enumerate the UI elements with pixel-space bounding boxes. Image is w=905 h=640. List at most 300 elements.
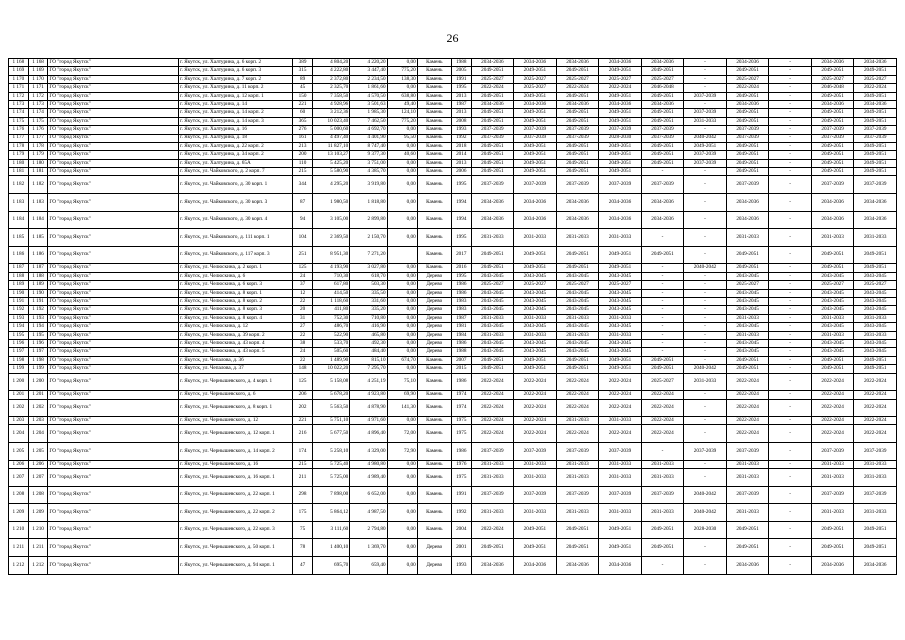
cell-row-number: 1 179 (9, 151, 29, 159)
cell-living-area: 1 369,70 (350, 539, 387, 557)
cell-repair-period-5: - (641, 331, 684, 339)
cell-repair-period-10: 2022-2024 (854, 373, 897, 391)
cell-year-built: 2013 (451, 109, 471, 117)
table-row (9, 443, 897, 461)
cell-living-area: 4 329,00 (350, 443, 387, 461)
cell-residents: 31 (293, 314, 313, 322)
cell-repair-period-1: 2022-2024 (471, 521, 514, 539)
cell-repair-period-6: - (684, 168, 727, 176)
cell-repair-period-8: - (769, 168, 812, 176)
cell-wall-material: Камень (417, 246, 451, 264)
cell-residents: 175 (293, 504, 313, 522)
cell-total-area: 2 325,70 (312, 84, 349, 92)
cell-repair-period-9: 2037-2039 (811, 126, 854, 134)
cell-repair-period-9: 2031-2033 (811, 331, 854, 339)
cell-repair-period-9: 2031-2033 (811, 314, 854, 322)
cell-repair-period-5: 2037-2039 (641, 134, 684, 142)
cell-wall-material: Камень (417, 521, 451, 539)
cell-living-area: 4 980,80 (350, 460, 387, 468)
cell-repair-period-9: 2049-2051 (811, 151, 854, 159)
cell-repair-period-7: 2022-2024 (726, 399, 769, 417)
cell-repair-period-10: 2031-2033 (854, 460, 897, 468)
cell-year-built: 1986 (451, 373, 471, 391)
cell-nonresidential-area: 75,10 (387, 373, 417, 391)
cell-repair-period-2: 2049-2051 (514, 246, 557, 264)
cell-wall-material: Камень (417, 126, 451, 134)
cell-repair-period-3: 2034-2036 (556, 194, 599, 212)
cell-repair-period-7: 2049-2051 (726, 117, 769, 125)
cell-row-id: 1 189 (28, 281, 48, 289)
cell-total-area: 5 677,50 (312, 425, 349, 443)
cell-municipality: ГО "город Якутск" (48, 84, 179, 92)
cell-address: г. Якутск, ул. Челюскина, д. 43 корп. 4 (179, 339, 293, 347)
cell-year-built: 1995 (451, 229, 471, 247)
cell-total-area: 5 751,10 (312, 417, 349, 425)
cell-repair-period-6: - (684, 348, 727, 356)
cell-total-area: 5 678,20 (312, 391, 349, 399)
cell-row-number: 1 203 (9, 417, 29, 425)
cell-year-built: 1983 (451, 306, 471, 314)
cell-repair-period-6: 2037-2039 (684, 109, 727, 117)
cell-row-id: 1 212 (28, 557, 48, 575)
cell-row-id: 1 200 (28, 373, 48, 391)
cell-living-area: 4 896,40 (350, 425, 387, 443)
cell-repair-period-7: 2031-2033 (726, 469, 769, 487)
cell-year-built: 1986 (451, 281, 471, 289)
cell-repair-period-5: 2022-2024 (641, 391, 684, 399)
cell-repair-period-8: - (769, 486, 812, 504)
cell-wall-material: Дерево (417, 331, 451, 339)
cell-repair-period-1: 2022-2024 (471, 373, 514, 391)
cell-municipality: ГО "город Якутск" (48, 151, 179, 159)
cell-wall-material: Дерево (417, 272, 451, 280)
cell-repair-period-8: - (769, 373, 812, 391)
cell-row-number: 1 174 (9, 109, 29, 117)
cell-repair-period-10: 2049-2051 (854, 159, 897, 167)
cell-row-number: 1 200 (9, 373, 29, 391)
cell-repair-period-6: - (684, 272, 727, 280)
cell-repair-period-6: - (684, 126, 727, 134)
cell-repair-period-5: 2034-2036 (641, 59, 684, 67)
cell-repair-period-10: 2043-2045 (854, 323, 897, 331)
cell-nonresidential-area: 0,00 (387, 289, 417, 297)
table-row (9, 373, 897, 391)
cell-repair-period-4: 2049-2051 (599, 246, 642, 264)
cell-repair-period-4: 2049-2051 (599, 264, 642, 272)
cell-repair-period-8: - (769, 281, 812, 289)
cell-repair-period-10: 2034-2036 (854, 557, 897, 575)
cell-residents: 22 (293, 356, 313, 364)
cell-residents: 104 (293, 229, 313, 247)
cell-repair-period-5: 2025-2027 (641, 373, 684, 391)
cell-repair-period-2: 2022-2024 (514, 425, 557, 443)
cell-repair-period-2: 2049-2051 (514, 67, 557, 75)
cell-address: г. Якутск, ул. Чернышевского, д. 12 (179, 417, 293, 425)
cell-residents: 150 (293, 92, 313, 100)
cell-row-id: 1 201 (28, 391, 48, 399)
cell-row-number: 1 184 (9, 211, 29, 229)
cell-repair-period-10: 2037-2039 (854, 443, 897, 461)
cell-living-area: 465,80 (350, 331, 387, 339)
cell-address: г. Якутск, ул. Чайковского, д. 30 корп. 1 (179, 176, 293, 194)
cell-residents: 89 (293, 75, 313, 83)
cell-year-built: 1975 (451, 425, 471, 443)
cell-repair-period-1: 2031-2033 (471, 331, 514, 339)
cell-residents: 94 (293, 211, 313, 229)
cell-total-area: 11 827,10 (312, 142, 349, 150)
cell-residents: 110 (293, 159, 313, 167)
cell-repair-period-4: 2049-2051 (599, 168, 642, 176)
cell-repair-period-2: 2022-2024 (514, 391, 557, 399)
cell-repair-period-8: - (769, 504, 812, 522)
cell-nonresidential-area: 0,00 (387, 460, 417, 468)
cell-row-id: 1 193 (28, 314, 48, 322)
cell-residents: 202 (293, 399, 313, 417)
cell-total-area: 1 980,50 (312, 194, 349, 212)
cell-repair-period-1: 2025-2027 (471, 281, 514, 289)
cell-repair-period-10: 2031-2033 (854, 331, 897, 339)
cell-nonresidential-area: 72,90 (387, 443, 417, 461)
cell-repair-period-10: 2037-2039 (854, 176, 897, 194)
cell-nonresidential-area: 0,00 (387, 365, 417, 373)
cell-municipality: ГО "город Якутск" (48, 331, 179, 339)
cell-living-area: 7 271,20 (350, 246, 387, 264)
cell-row-number: 1 178 (9, 142, 29, 150)
cell-repair-period-1: 2049-2051 (471, 356, 514, 364)
cell-repair-period-8: - (769, 391, 812, 399)
cell-nonresidential-area: 638,80 (387, 92, 417, 100)
cell-repair-period-9: 2049-2051 (811, 264, 854, 272)
cell-address: г. Якутск, ул. Халтурина, д. 18 (179, 134, 293, 142)
cell-repair-period-8: - (769, 176, 812, 194)
cell-repair-period-7: 2025-2027 (726, 281, 769, 289)
cell-nonresidential-area: 0,00 (387, 323, 417, 331)
cell-repair-period-4: 2022-2024 (599, 425, 642, 443)
cell-repair-period-10: 2037-2039 (854, 126, 897, 134)
cell-repair-period-5: 2022-2024 (641, 417, 684, 425)
cell-repair-period-2: 2037-2039 (514, 126, 557, 134)
cell-repair-period-9: 2034-2036 (811, 557, 854, 575)
cell-repair-period-2: 2034-2036 (514, 59, 557, 67)
cell-municipality: ГО "город Якутск" (48, 272, 179, 280)
cell-repair-period-6: 2049-2051 (684, 142, 727, 150)
table-row (9, 425, 897, 443)
cell-address: г. Якутск, ул. Чернышевского, д. 6 (179, 391, 293, 399)
cell-address: г. Якутск, ул. Халтурина, д. 22 корп. 2 (179, 142, 293, 150)
cell-repair-period-1: 2049-2051 (471, 142, 514, 150)
cell-repair-period-5: 2034-2036 (641, 211, 684, 229)
cell-residents: 161 (293, 134, 313, 142)
cell-repair-period-8: - (769, 92, 812, 100)
cell-repair-period-4: 2031-2033 (599, 229, 642, 247)
cell-wall-material: Камень (417, 142, 451, 150)
cell-total-area: 752,30 (312, 314, 349, 322)
cell-year-built: 1981 (451, 323, 471, 331)
cell-repair-period-3: 2037-2039 (556, 126, 599, 134)
cell-repair-period-2: 2034-2036 (514, 194, 557, 212)
cell-address: г. Якутск, ул. Чернышевского, д. 16 (179, 460, 293, 468)
cell-repair-period-4: 2031-2033 (599, 417, 642, 425)
cell-repair-period-1: 2037-2039 (471, 176, 514, 194)
cell-repair-period-2: 2049-2051 (514, 168, 557, 176)
cell-repair-period-2: 2037-2039 (514, 134, 557, 142)
cell-repair-period-3: 2031-2033 (556, 331, 599, 339)
cell-repair-period-6: - (684, 306, 727, 314)
cell-repair-period-5: 2049-2051 (641, 521, 684, 539)
cell-repair-period-4: 2049-2051 (599, 142, 642, 150)
cell-repair-period-7: 2049-2051 (726, 521, 769, 539)
cell-repair-period-1: 2049-2051 (471, 92, 514, 100)
cell-row-id: 1 174 (28, 109, 48, 117)
cell-wall-material: Камень (417, 425, 451, 443)
cell-row-number: 1 169 (9, 67, 29, 75)
cell-repair-period-4: 2049-2051 (599, 159, 642, 167)
cell-residents: 211 (293, 469, 313, 487)
cell-repair-period-5: 2037-2039 (641, 486, 684, 504)
cell-total-area: 4 295,20 (312, 176, 349, 194)
cell-wall-material: Дерево (417, 289, 451, 297)
table-row (9, 117, 897, 125)
cell-address: г. Якутск, ул. Чайковского, д. 111 корп. 1 (179, 229, 293, 247)
cell-repair-period-10: 2022-2024 (854, 425, 897, 443)
cell-year-built: 1991 (451, 75, 471, 83)
cell-repair-period-7: 2034-2036 (726, 557, 769, 575)
cell-wall-material: Дерево (417, 557, 451, 575)
cell-repair-period-10: 2043-2045 (854, 339, 897, 347)
cell-municipality: ГО "город Якутск" (48, 356, 179, 364)
cell-row-id: 1 175 (28, 117, 48, 125)
cell-row-id: 1 191 (28, 298, 48, 306)
cell-municipality: ГО "город Якутск" (48, 246, 179, 264)
cell-wall-material: Камень (417, 399, 451, 417)
cell-year-built: 1995 (451, 176, 471, 194)
cell-year-built: 2007 (451, 356, 471, 364)
cell-total-area: 411,80 (312, 306, 349, 314)
cell-wall-material: Камень (417, 176, 451, 194)
cell-total-area: 4 497,40 (312, 134, 349, 142)
cell-repair-period-3: 2049-2051 (556, 117, 599, 125)
cell-repair-period-3: 2049-2051 (556, 246, 599, 264)
cell-repair-period-7: 2043-2045 (726, 339, 769, 347)
cell-repair-period-8: - (769, 348, 812, 356)
cell-wall-material: Камень (417, 229, 451, 247)
cell-repair-period-10: 2043-2045 (854, 306, 897, 314)
cell-repair-period-3: 2043-2045 (556, 339, 599, 347)
cell-repair-period-4: 2043-2045 (599, 306, 642, 314)
cell-wall-material: Дерево (417, 539, 451, 557)
cell-repair-period-7: 2049-2051 (726, 159, 769, 167)
cell-repair-period-8: - (769, 339, 812, 347)
cell-residents: 206 (293, 391, 313, 399)
cell-residents: 389 (293, 59, 313, 67)
cell-repair-period-4: 2025-2027 (599, 75, 642, 83)
cell-repair-period-1: 2034-2036 (471, 59, 514, 67)
cell-residents: 215 (293, 460, 313, 468)
table-row (9, 59, 897, 67)
cell-wall-material: Камень (417, 469, 451, 487)
cell-year-built: 2005 (451, 67, 471, 75)
cell-municipality: ГО "город Якутск" (48, 211, 179, 229)
cell-repair-period-10: 2022-2024 (854, 399, 897, 417)
cell-repair-period-9: 2031-2033 (811, 504, 854, 522)
cell-municipality: ГО "город Якутск" (48, 417, 179, 425)
cell-repair-period-7: 2034-2036 (726, 194, 769, 212)
cell-repair-period-10: 2037-2039 (854, 134, 897, 142)
cell-row-number: 1 204 (9, 425, 29, 443)
cell-repair-period-10: 2025-2027 (854, 75, 897, 83)
cell-residents: 27 (293, 323, 313, 331)
cell-nonresidential-area: 0,00 (387, 168, 417, 176)
cell-year-built: 1988 (451, 348, 471, 356)
cell-repair-period-9: 2049-2051 (811, 67, 854, 75)
table-row (9, 281, 897, 289)
cell-repair-period-6: - (684, 339, 727, 347)
cell-total-area: 5 580,90 (312, 168, 349, 176)
cell-living-area: 4 989,40 (350, 469, 387, 487)
cell-repair-period-4: 2022-2024 (599, 399, 642, 417)
cell-address: г. Якутск, ул. Чайковского, д. 2 корп. 7 (179, 168, 293, 176)
cell-total-area: 522,90 (312, 331, 349, 339)
cell-row-id: 1 199 (28, 365, 48, 373)
cell-row-number: 1 180 (9, 159, 29, 167)
cell-repair-period-8: - (769, 246, 812, 264)
cell-repair-period-8: - (769, 142, 812, 150)
cell-nonresidential-area: 49,40 (387, 100, 417, 108)
cell-repair-period-3: 2037-2039 (556, 134, 599, 142)
cell-row-id: 1 185 (28, 229, 48, 247)
cell-repair-period-5: 2049-2051 (641, 356, 684, 364)
cell-repair-period-3: 2049-2051 (556, 168, 599, 176)
cell-address: г. Якутск, ул. Челюскина, д. 8 корп. 1 (179, 289, 293, 297)
cell-address: г. Якутск, ул. Челюскина, д. 6 корп. 3 (179, 281, 293, 289)
cell-address: г. Якутск, ул. Халтурина, д. 7 корп. 2 (179, 75, 293, 83)
cell-municipality: ГО "город Якутск" (48, 365, 179, 373)
cell-repair-period-4: 2043-2045 (599, 323, 642, 331)
cell-wall-material: Камень (417, 75, 451, 83)
cell-wall-material: Дерево (417, 323, 451, 331)
cell-repair-period-10: 2049-2051 (854, 168, 897, 176)
cell-wall-material: Камень (417, 151, 451, 159)
table-row (9, 100, 897, 108)
cell-row-number: 1 195 (9, 331, 29, 339)
cell-total-area: 414,50 (312, 289, 349, 297)
cell-wall-material: Камень (417, 92, 451, 100)
cell-row-number: 1 209 (9, 504, 29, 522)
cell-repair-period-2: 2025-2027 (514, 84, 557, 92)
cell-total-area: 5 725,00 (312, 469, 349, 487)
cell-repair-period-7: 2037-2039 (726, 126, 769, 134)
cell-repair-period-10: 2049-2051 (854, 151, 897, 159)
cell-repair-period-9: 2049-2051 (811, 539, 854, 557)
cell-repair-period-1: 2022-2024 (471, 417, 514, 425)
cell-residents: 298 (293, 486, 313, 504)
cell-row-number: 1 186 (9, 246, 29, 264)
cell-repair-period-2: 2043-2045 (514, 272, 557, 280)
cell-repair-period-6: - (684, 194, 727, 212)
cell-residents: 200 (293, 151, 313, 159)
cell-residents: 87 (293, 194, 313, 212)
cell-total-area: 1 118,60 (312, 298, 349, 306)
cell-address: г. Якутск, ул. Чайковского, д. 117 корп. 3 (179, 246, 293, 264)
cell-repair-period-6: - (684, 229, 727, 247)
cell-living-area: 6 652,00 (350, 486, 387, 504)
cell-residents: 174 (293, 443, 313, 461)
cell-repair-period-5: - (641, 314, 684, 322)
table-row (9, 159, 897, 167)
cell-row-number: 1 170 (9, 75, 29, 83)
cell-repair-period-7: 2022-2024 (726, 425, 769, 443)
cell-row-id: 1 208 (28, 486, 48, 504)
cell-row-id: 1 205 (28, 443, 48, 461)
cell-nonresidential-area: 0,00 (387, 298, 417, 306)
cell-nonresidential-area: 0,00 (387, 314, 417, 322)
cell-repair-period-9: 2049-2051 (811, 168, 854, 176)
cell-repair-period-9: 2043-2045 (811, 289, 854, 297)
cell-repair-period-7: 2043-2045 (726, 289, 769, 297)
table-row (9, 365, 897, 373)
cell-total-area: 2 372,80 (312, 75, 349, 83)
cell-total-area: 3 111,60 (312, 521, 349, 539)
table-row (9, 469, 897, 487)
cell-nonresidential-area: 0,00 (387, 211, 417, 229)
cell-repair-period-10: 2049-2051 (854, 117, 897, 125)
cell-residents: 315 (293, 67, 313, 75)
cell-repair-period-8: - (769, 67, 812, 75)
cell-repair-period-5: 2037-2039 (641, 126, 684, 134)
cell-repair-period-2: 2043-2045 (514, 348, 557, 356)
cell-row-number: 1 192 (9, 306, 29, 314)
cell-repair-period-2: 2043-2045 (514, 289, 557, 297)
cell-repair-period-8: - (769, 460, 812, 468)
cell-total-area: 5 425,20 (312, 159, 349, 167)
cell-living-area: 1 861,60 (350, 84, 387, 92)
cell-repair-period-7: 2022-2024 (726, 391, 769, 399)
cell-row-id: 1 172 (28, 92, 48, 100)
cell-year-built: 1994 (451, 194, 471, 212)
cell-repair-period-1: 2043-2045 (471, 348, 514, 356)
cell-repair-period-9: 2043-2045 (811, 272, 854, 280)
cell-row-number: 1 177 (9, 134, 29, 142)
cell-living-area: 4 878,90 (350, 399, 387, 417)
cell-address: г. Якутск, ул. Челюскина, д. 43 корп. 5 (179, 348, 293, 356)
cell-row-number: 1 181 (9, 168, 29, 176)
cell-living-area: 4 692,70 (350, 126, 387, 134)
cell-nonresidential-area: 674,70 (387, 356, 417, 364)
table-row (9, 134, 897, 142)
cell-living-area: 3 919,80 (350, 176, 387, 194)
cell-repair-period-3: 2037-2039 (556, 443, 599, 461)
cell-nonresidential-area: 0,00 (387, 281, 417, 289)
cell-living-area: 2 234,50 (350, 75, 387, 83)
cell-residents: 221 (293, 100, 313, 108)
cell-repair-period-7: 2043-2045 (726, 272, 769, 280)
cell-row-id: 1 207 (28, 469, 48, 487)
cell-total-area: 710,30 (312, 272, 349, 280)
cell-living-area: 2 794,80 (350, 521, 387, 539)
cell-municipality: ГО "город Якутск" (48, 289, 179, 297)
cell-row-id: 1 190 (28, 289, 48, 297)
table-row (9, 211, 897, 229)
cell-nonresidential-area: 0,00 (387, 142, 417, 150)
cell-repair-period-3: 2037-2039 (556, 176, 599, 194)
cell-repair-period-1: 2022-2024 (471, 84, 514, 92)
cell-repair-period-5: 2034-2036 (641, 100, 684, 108)
cell-repair-period-4: 2049-2051 (599, 521, 642, 539)
cell-nonresidential-area: 0,00 (387, 539, 417, 557)
cell-repair-period-6: 2040-2042 (684, 504, 727, 522)
cell-repair-period-6: - (684, 59, 727, 67)
cell-repair-period-9: 2049-2051 (811, 92, 854, 100)
